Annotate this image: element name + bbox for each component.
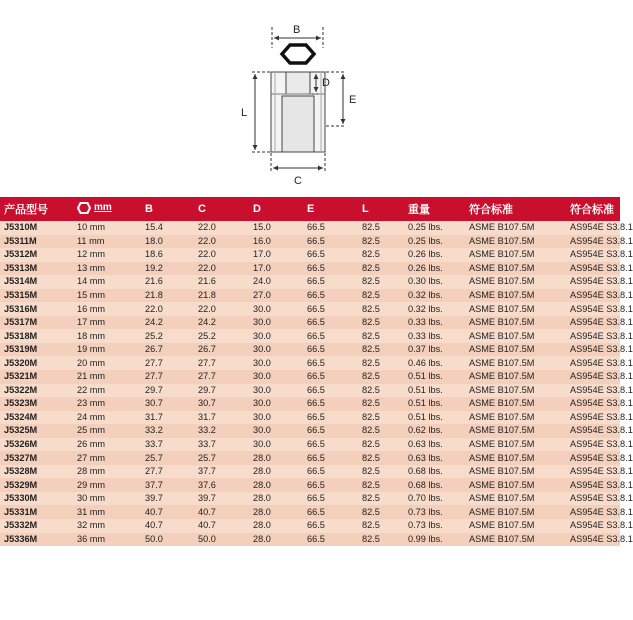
cell-d: 28.0 — [253, 478, 307, 492]
cell-standard-2: AS954E S3.8.1 — [570, 465, 620, 479]
cell-l: 82.5 — [362, 492, 408, 506]
cell-c: 31.7 — [198, 411, 253, 425]
table-row — [0, 262, 620, 276]
cell-model: J5313M — [0, 262, 77, 276]
cell-l: 82.5 — [362, 356, 408, 370]
cell-c: 21.6 — [198, 275, 253, 289]
cell-size: 31 mm — [77, 505, 145, 519]
cell-standard-1: ASME B107.5M — [469, 329, 570, 343]
cell-c: 30.7 — [198, 397, 253, 411]
cell-model: J5329M — [0, 478, 77, 492]
col-header-standard-2: 符合标准 — [570, 197, 620, 221]
cell-l: 82.5 — [362, 275, 408, 289]
col-header-e: E — [307, 197, 362, 221]
cell-e: 66.5 — [307, 262, 362, 276]
cell-e: 66.5 — [307, 397, 362, 411]
cell-d: 30.0 — [253, 316, 307, 330]
cell-size: 32 mm — [77, 519, 145, 533]
cell-b: 15.4 — [145, 221, 198, 235]
cell-standard-1: ASME B107.5M — [469, 343, 570, 357]
cell-e: 66.5 — [307, 275, 362, 289]
table-row — [0, 411, 620, 425]
cell-e: 66.5 — [307, 235, 362, 249]
table-row — [0, 465, 620, 479]
cell-c: 50.0 — [198, 533, 253, 547]
cell-standard-2: AS954E S3.8.1 — [570, 451, 620, 465]
cell-standard-1: ASME B107.5M — [469, 519, 570, 533]
cell-size: 24 mm — [77, 411, 145, 425]
cell-b: 18.0 — [145, 235, 198, 249]
cell-standard-2: AS954E S3.8.1 — [570, 356, 620, 370]
cell-d: 28.0 — [253, 492, 307, 506]
cell-size: 22 mm — [77, 384, 145, 398]
cell-l: 82.5 — [362, 384, 408, 398]
cell-c: 25.2 — [198, 329, 253, 343]
cell-b: 27.7 — [145, 465, 198, 479]
cell-d: 24.0 — [253, 275, 307, 289]
table-row — [0, 370, 620, 384]
col-header-d: D — [253, 197, 307, 221]
cell-c: 26.7 — [198, 343, 253, 357]
cell-b: 29.7 — [145, 384, 198, 398]
cell-c: 24.2 — [198, 316, 253, 330]
cell-l: 82.5 — [362, 289, 408, 303]
cell-weight: 0.73 lbs. — [408, 519, 469, 533]
cell-standard-1: ASME B107.5M — [469, 262, 570, 276]
cell-size: 12 mm — [77, 248, 145, 262]
cell-standard-1: ASME B107.5M — [469, 411, 570, 425]
cell-standard-2: AS954E S3.8.1 — [570, 275, 620, 289]
cell-standard-1: ASME B107.5M — [469, 316, 570, 330]
table-row — [0, 384, 620, 398]
cell-weight: 0.51 lbs. — [408, 411, 469, 425]
cell-standard-2: AS954E S3.8.1 — [570, 505, 620, 519]
cell-c: 27.7 — [198, 356, 253, 370]
cell-model: J5327M — [0, 451, 77, 465]
cell-c: 37.6 — [198, 478, 253, 492]
cell-d: 30.0 — [253, 356, 307, 370]
cell-model: J5320M — [0, 356, 77, 370]
cell-weight: 0.63 lbs. — [408, 451, 469, 465]
cell-c: 40.7 — [198, 519, 253, 533]
cell-d: 30.0 — [253, 329, 307, 343]
cell-model: J5323M — [0, 397, 77, 411]
cell-weight: 0.62 lbs. — [408, 424, 469, 438]
cell-size: 11 mm — [77, 235, 145, 249]
cell-standard-2: AS954E S3.8.1 — [570, 316, 620, 330]
cell-size: 28 mm — [77, 465, 145, 479]
cell-standard-1: ASME B107.5M — [469, 397, 570, 411]
cell-d: 17.0 — [253, 248, 307, 262]
cell-size: 36 mm — [77, 533, 145, 547]
cell-model: J5319M — [0, 343, 77, 357]
cell-d: 16.0 — [253, 235, 307, 249]
table-row — [0, 397, 620, 411]
table-row — [0, 329, 620, 343]
cell-d: 28.0 — [253, 533, 307, 547]
cell-e: 66.5 — [307, 465, 362, 479]
cell-b: 30.7 — [145, 397, 198, 411]
cell-model: J5318M — [0, 329, 77, 343]
cell-b: 25.2 — [145, 329, 198, 343]
cell-e: 66.5 — [307, 343, 362, 357]
cell-size: 19 mm — [77, 343, 145, 357]
cell-e: 66.5 — [307, 302, 362, 316]
cell-l: 82.5 — [362, 262, 408, 276]
cell-standard-1: ASME B107.5M — [469, 356, 570, 370]
cell-c: 33.7 — [198, 438, 253, 452]
cell-b: 21.8 — [145, 289, 198, 303]
cell-d: 28.0 — [253, 505, 307, 519]
cell-d: 30.0 — [253, 384, 307, 398]
cell-model: J5325M — [0, 424, 77, 438]
cell-standard-2: AS954E S3.8.1 — [570, 492, 620, 506]
cell-model: J5315M — [0, 289, 77, 303]
cell-e: 66.5 — [307, 438, 362, 452]
cell-size: 20 mm — [77, 356, 145, 370]
cell-standard-2: AS954E S3.8.1 — [570, 329, 620, 343]
table-row — [0, 289, 620, 303]
cell-b: 39.7 — [145, 492, 198, 506]
cell-standard-2: AS954E S3.8.1 — [570, 478, 620, 492]
cell-c: 27.7 — [198, 370, 253, 384]
cell-e: 66.5 — [307, 248, 362, 262]
table-row — [0, 235, 620, 249]
cell-l: 82.5 — [362, 505, 408, 519]
cell-d: 30.0 — [253, 424, 307, 438]
cell-standard-2: AS954E S3.8.1 — [570, 343, 620, 357]
table-row — [0, 451, 620, 465]
cell-c: 33.2 — [198, 424, 253, 438]
cell-size: 30 mm — [77, 492, 145, 506]
cell-d: 30.0 — [253, 370, 307, 384]
cell-l: 82.5 — [362, 248, 408, 262]
cell-e: 66.5 — [307, 533, 362, 547]
cell-standard-2: AS954E S3.8.1 — [570, 519, 620, 533]
cell-model: J5324M — [0, 411, 77, 425]
cell-weight: 0.32 lbs. — [408, 302, 469, 316]
col-header-weight: 重量 — [408, 197, 469, 221]
table-row — [0, 478, 620, 492]
cell-standard-2: AS954E S3.8.1 — [570, 438, 620, 452]
cell-weight: 0.26 lbs. — [408, 262, 469, 276]
cell-c: 25.7 — [198, 451, 253, 465]
cell-standard-2: AS954E S3.8.1 — [570, 411, 620, 425]
cell-c: 22.0 — [198, 248, 253, 262]
cell-b: 50.0 — [145, 533, 198, 547]
cell-l: 82.5 — [362, 478, 408, 492]
cell-b: 33.2 — [145, 424, 198, 438]
cell-standard-2: AS954E S3.8.1 — [570, 397, 620, 411]
cell-standard-1: ASME B107.5M — [469, 478, 570, 492]
cell-d: 28.0 — [253, 465, 307, 479]
cell-l: 82.5 — [362, 302, 408, 316]
cell-standard-1: ASME B107.5M — [469, 370, 570, 384]
cell-l: 82.5 — [362, 438, 408, 452]
hex-size-icon — [77, 202, 91, 214]
cell-d: 30.0 — [253, 397, 307, 411]
cell-weight: 0.51 lbs. — [408, 397, 469, 411]
cell-standard-2: AS954E S3.8.1 — [570, 384, 620, 398]
col-header-size — [77, 197, 145, 221]
label-d: D — [322, 77, 330, 89]
cell-l: 82.5 — [362, 451, 408, 465]
cell-standard-1: ASME B107.5M — [469, 275, 570, 289]
cell-b: 27.7 — [145, 356, 198, 370]
cell-weight: 0.99 lbs. — [408, 533, 469, 547]
cell-weight: 0.51 lbs. — [408, 384, 469, 398]
cell-weight: 0.51 lbs. — [408, 370, 469, 384]
col-header-standard-1: 符合标准 — [469, 197, 570, 221]
cell-size: 18 mm — [77, 329, 145, 343]
cell-e: 66.5 — [307, 478, 362, 492]
cell-e: 66.5 — [307, 370, 362, 384]
label-e: E — [349, 94, 357, 106]
cell-e: 66.5 — [307, 505, 362, 519]
cell-b: 18.6 — [145, 248, 198, 262]
cell-l: 82.5 — [362, 397, 408, 411]
cell-size: 16 mm — [77, 302, 145, 316]
cell-model: J5332M — [0, 519, 77, 533]
cell-model: J5321M — [0, 370, 77, 384]
cell-e: 66.5 — [307, 221, 362, 235]
cell-standard-1: ASME B107.5M — [469, 248, 570, 262]
cell-e: 66.5 — [307, 384, 362, 398]
table-row — [0, 302, 620, 316]
table-row — [0, 424, 620, 438]
cell-standard-2: AS954E S3.8.1 — [570, 235, 620, 249]
cell-e: 66.5 — [307, 289, 362, 303]
spec-table — [0, 197, 633, 546]
cell-size: 10 mm — [77, 221, 145, 235]
table-row — [0, 221, 620, 235]
cell-e: 66.5 — [307, 356, 362, 370]
cell-standard-1: ASME B107.5M — [469, 302, 570, 316]
cell-c: 37.7 — [198, 465, 253, 479]
cell-l: 82.5 — [362, 424, 408, 438]
cell-c: 40.7 — [198, 505, 253, 519]
cell-b: 31.7 — [145, 411, 198, 425]
cell-model: J5317M — [0, 316, 77, 330]
cell-model: J5322M — [0, 384, 77, 398]
cell-c: 21.8 — [198, 289, 253, 303]
cell-size: 23 mm — [77, 397, 145, 411]
table-row — [0, 519, 620, 533]
cell-size: 17 mm — [77, 316, 145, 330]
cell-weight: 0.25 lbs. — [408, 235, 469, 249]
cell-standard-2: AS954E S3.8.1 — [570, 289, 620, 303]
cell-b: 25.7 — [145, 451, 198, 465]
cell-l: 82.5 — [362, 329, 408, 343]
cell-standard-1: ASME B107.5M — [469, 438, 570, 452]
cell-standard-1: ASME B107.5M — [469, 289, 570, 303]
cell-l: 82.5 — [362, 343, 408, 357]
cell-weight: 0.68 lbs. — [408, 465, 469, 479]
cell-standard-2: AS954E S3.8.1 — [570, 370, 620, 384]
cell-e: 66.5 — [307, 424, 362, 438]
cell-c: 39.7 — [198, 492, 253, 506]
cell-size: 14 mm — [77, 275, 145, 289]
hex-socket-icon — [282, 45, 314, 63]
size-unit-label: mm — [94, 202, 112, 213]
cell-weight: 0.25 lbs. — [408, 221, 469, 235]
cell-standard-1: ASME B107.5M — [469, 492, 570, 506]
cell-model: J5316M — [0, 302, 77, 316]
cell-weight: 0.26 lbs. — [408, 248, 469, 262]
cell-weight: 0.70 lbs. — [408, 492, 469, 506]
cell-d: 27.0 — [253, 289, 307, 303]
cell-b: 33.7 — [145, 438, 198, 452]
cell-size: 27 mm — [77, 451, 145, 465]
socket-dimension-diagram — [0, 0, 620, 190]
cell-weight: 0.32 lbs. — [408, 289, 469, 303]
cell-c: 29.7 — [198, 384, 253, 398]
cell-standard-1: ASME B107.5M — [469, 384, 570, 398]
cell-weight: 0.33 lbs. — [408, 316, 469, 330]
cell-standard-2: AS954E S3.8.1 — [570, 424, 620, 438]
cell-e: 66.5 — [307, 411, 362, 425]
cell-weight: 0.73 lbs. — [408, 505, 469, 519]
cell-standard-2: AS954E S3.8.1 — [570, 248, 620, 262]
cell-c: 22.0 — [198, 235, 253, 249]
cell-standard-1: ASME B107.5M — [469, 465, 570, 479]
table-row — [0, 316, 620, 330]
table-row — [0, 343, 620, 357]
cell-weight: 0.30 lbs. — [408, 275, 469, 289]
cell-standard-1: ASME B107.5M — [469, 424, 570, 438]
cell-d: 30.0 — [253, 411, 307, 425]
cell-e: 66.5 — [307, 451, 362, 465]
cell-standard-1: ASME B107.5M — [469, 505, 570, 519]
cell-d: 28.0 — [253, 451, 307, 465]
cell-e: 66.5 — [307, 329, 362, 343]
cell-model: J5326M — [0, 438, 77, 452]
cell-d: 28.0 — [253, 519, 307, 533]
cell-model: J5331M — [0, 505, 77, 519]
cell-d: 30.0 — [253, 343, 307, 357]
cell-l: 82.5 — [362, 235, 408, 249]
cell-standard-1: ASME B107.5M — [469, 533, 570, 547]
table-row — [0, 248, 620, 262]
label-b: B — [293, 24, 301, 36]
table-row — [0, 533, 620, 547]
cell-weight: 0.33 lbs. — [408, 329, 469, 343]
cell-d: 30.0 — [253, 438, 307, 452]
cell-model: J5314M — [0, 275, 77, 289]
cell-l: 82.5 — [362, 370, 408, 384]
cell-size: 13 mm — [77, 262, 145, 276]
cell-d: 30.0 — [253, 302, 307, 316]
cell-weight: 0.63 lbs. — [408, 438, 469, 452]
cell-b: 27.7 — [145, 370, 198, 384]
cell-c: 22.0 — [198, 221, 253, 235]
cell-standard-2: AS954E S3.8.1 — [570, 221, 620, 235]
cell-l: 82.5 — [362, 316, 408, 330]
cell-b: 22.0 — [145, 302, 198, 316]
cell-e: 66.5 — [307, 492, 362, 506]
table-row — [0, 492, 620, 506]
label-c: C — [294, 175, 302, 187]
cell-weight: 0.68 lbs. — [408, 478, 469, 492]
label-l: L — [241, 107, 248, 119]
cell-e: 66.5 — [307, 316, 362, 330]
cell-model: J5336M — [0, 533, 77, 547]
cell-size: 25 mm — [77, 424, 145, 438]
cell-b: 37.7 — [145, 478, 198, 492]
cell-model: J5328M — [0, 465, 77, 479]
cell-size: 15 mm — [77, 289, 145, 303]
cell-b: 24.2 — [145, 316, 198, 330]
cell-b: 40.7 — [145, 519, 198, 533]
table-row — [0, 356, 620, 370]
cell-model: J5310M — [0, 221, 77, 235]
table-row — [0, 505, 620, 519]
cell-weight: 0.46 lbs. — [408, 356, 469, 370]
col-header-c: C — [198, 197, 253, 221]
cell-b: 26.7 — [145, 343, 198, 357]
cell-c: 22.0 — [198, 302, 253, 316]
cell-model: J5330M — [0, 492, 77, 506]
cell-standard-2: AS954E S3.8.1 — [570, 302, 620, 316]
cell-model: J5311M — [0, 235, 77, 249]
cell-standard-2: AS954E S3.8.1 — [570, 262, 620, 276]
cell-l: 82.5 — [362, 465, 408, 479]
cell-b: 40.7 — [145, 505, 198, 519]
cell-l: 82.5 — [362, 221, 408, 235]
cell-size: 21 mm — [77, 370, 145, 384]
col-header-b: B — [145, 197, 198, 221]
col-header-model: 产品型号 — [0, 197, 77, 221]
cell-d: 17.0 — [253, 262, 307, 276]
table-row — [0, 275, 620, 289]
cell-l: 82.5 — [362, 411, 408, 425]
cell-size: 29 mm — [77, 478, 145, 492]
cell-weight: 0.37 lbs. — [408, 343, 469, 357]
cell-standard-1: ASME B107.5M — [469, 235, 570, 249]
cell-standard-2: AS954E S3.8.1 — [570, 533, 620, 547]
col-header-l: L — [362, 197, 408, 221]
cell-model: J5312M — [0, 248, 77, 262]
cell-b: 19.2 — [145, 262, 198, 276]
table-row — [0, 438, 620, 452]
cell-standard-1: ASME B107.5M — [469, 451, 570, 465]
cell-l: 82.5 — [362, 519, 408, 533]
cell-standard-1: ASME B107.5M — [469, 221, 570, 235]
cell-b: 21.6 — [145, 275, 198, 289]
table-header-row — [0, 197, 620, 221]
cell-c: 22.0 — [198, 262, 253, 276]
cell-d: 15.0 — [253, 221, 307, 235]
cell-l: 82.5 — [362, 533, 408, 547]
cell-e: 66.5 — [307, 519, 362, 533]
cell-size: 26 mm — [77, 438, 145, 452]
